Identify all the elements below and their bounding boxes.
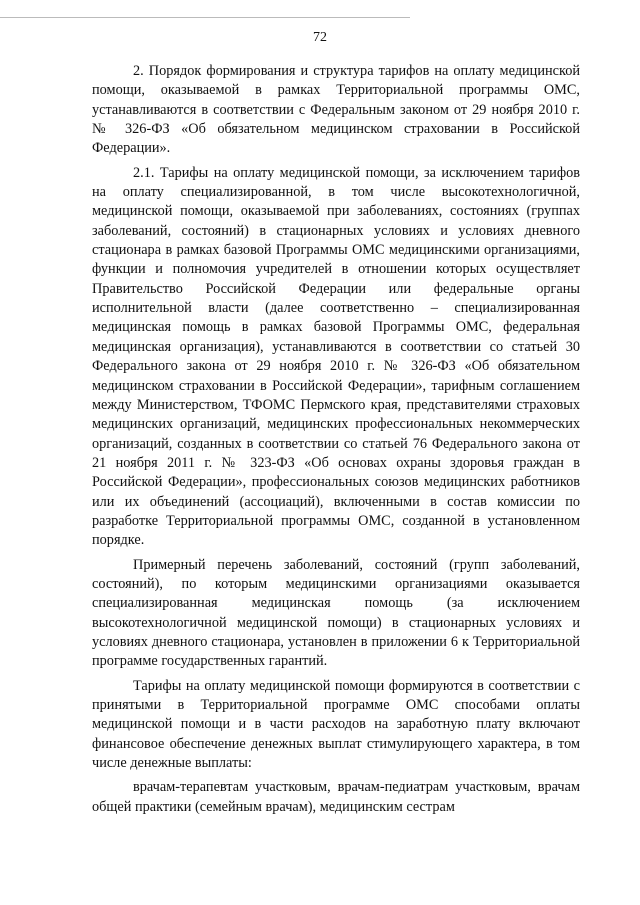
document-body	[92, 62, 580, 817]
paragraph-tariff-rules: 2.1. Тарифы на оплату медицинской помощи, за исключением тарифов на оплату специализированной, в том числе высокотехнологичной, медицинской помощи, оказываемой при заболеваниях, состояниях (группах заболеваний, состояний) в стационарных условиях и условиях дневного стационара в рамках базовой Программы ОМС медицинскими организациями, функции и полномочия учредителей в отношении которых осуществляет Правительство Российской Федерации или федеральные органы исполнительной власти (далее соответственно – специализированная медицинская помощь в рамках базовой Программы ОМС, федеральная медицинская организация), устанавливаются в соответствии со статьей 30 Федерального закона от 29 ноября 2010 г. № 326-ФЗ «Об обязательном медицинском страховании в Российской Федерации», тарифным соглашением между Министерством, ТФОМС Пермского края, представителями страховых медицинских организаций, медицинских профессиональных некоммерческих организаций, созданных в соответствии со статьей 76 Федерального закона от 21 ноября 2011 г. № 323-ФЗ «Об основах охраны здоровья граждан в Российской Федерации», профессиональных союзов медицинских работников или их объединений (ассоциаций), включенными в состав комиссии по разработке Территориальной программы ОМС, созданной в установленном порядке.	[92, 164, 580, 549]
top-rule	[0, 17, 410, 18]
paragraph-tariff-formation: Тарифы на оплату медицинской помощи формируются в соответствии с принятыми в Территориальной программе ОМС способами оплаты медицинской помощи и в части расходов на заработную плату включают финансовое обеспечение денежных выплат стимулирующего характера, в том числе денежные выплаты:	[92, 677, 580, 772]
paragraph-payments-recipients: врачам-терапевтам участковым, врачам-педиатрам участковым, врачам общей практики (семейным врачам), медицинским сестрам	[92, 779, 580, 815]
paragraph-tariff-structure: 2. Порядок формирования и структура тарифов на оплату медицинской помощи, оказываемой в рамках Территориальной программы ОМС, устанавливаются в соответствии с Федеральным законом от 29 ноября 2010 г. № 326-ФЗ «Об обязательном медицинском страховании в Российской Федерации».	[92, 63, 580, 157]
page-number: 72	[313, 30, 327, 45]
paragraph-disease-list: Примерный перечень заболеваний, состояний (групп заболеваний, состояний), по которым медицинскими организациями оказывается специализированная медицинская помощь (за исключением высокотехнологичной медицинской помощи) в стационарных условиях и условиях дневного стационара, установлен в приложении 6 к Территориальной программе государственных гарантий.	[92, 556, 580, 670]
